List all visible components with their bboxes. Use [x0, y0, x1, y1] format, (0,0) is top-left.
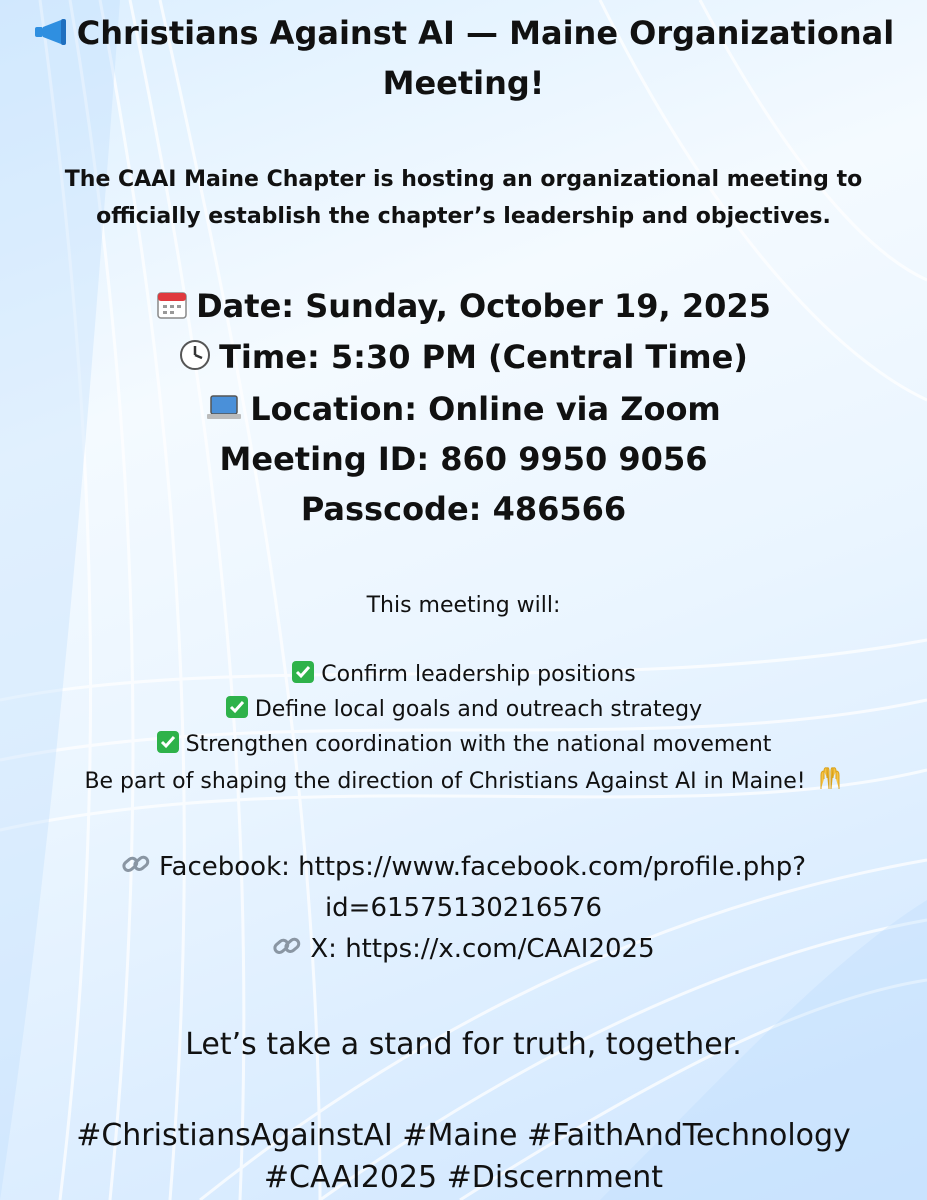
facebook-link-line-1[interactable]: Facebook: https://www.facebook.com/profile.php?	[158, 852, 807, 882]
link-icon	[272, 932, 302, 960]
location-text: Location: Online via Zoom	[250, 390, 721, 428]
agenda-item-text: Strengthen coordination with the national movement	[185, 732, 772, 757]
facebook-line[interactable]	[0, 850, 927, 882]
agenda-item-text: Confirm leadership positions	[321, 662, 636, 687]
page-title-line-1: Christians Against AI — Maine Organizational	[76, 14, 895, 52]
link-icon	[121, 850, 151, 878]
page-title-line-2: Meeting!	[382, 64, 545, 102]
checkmark-icon	[156, 730, 180, 754]
agenda-closing	[0, 765, 927, 794]
checkmark-icon	[291, 660, 315, 684]
checkmark-icon	[225, 695, 249, 719]
x-line[interactable]	[0, 932, 927, 964]
tagline: Let’s take a stand for truth, together.	[185, 1027, 742, 1062]
calendar-icon	[156, 288, 188, 320]
agenda-item	[0, 660, 927, 687]
megaphone-icon	[33, 17, 69, 47]
meeting-id: Meeting ID: 860 9950 9056	[219, 440, 708, 478]
intro-line-2: officially establish the chapter’s leadership and objectives.	[96, 204, 831, 229]
x-link[interactable]: X: https://x.com/CAAI2025	[310, 934, 655, 964]
title-line-1	[0, 14, 927, 52]
facebook-link-line-2[interactable]: id=61575130216576	[324, 893, 603, 923]
hashtags-line-1: #ChristiansAgainstAI #Maine #FaithAndTechnology	[76, 1118, 851, 1153]
agenda-item	[0, 695, 927, 722]
laptop-icon	[206, 393, 242, 423]
agenda-item-text: Define local goals and outreach strategy	[254, 697, 703, 722]
hashtags-line-2: #CAAI2025 #Discernment	[263, 1160, 664, 1195]
date-text: Date: Sunday, October 19, 2025	[196, 287, 771, 325]
clock-icon	[179, 339, 211, 371]
agenda-item	[0, 730, 927, 757]
date-line	[0, 287, 927, 325]
agenda-closing-text: Be part of shaping the direction of Christians Against AI in Maine!	[84, 769, 806, 794]
passcode: Passcode: 486566	[300, 490, 627, 528]
intro-line-1: The CAAI Maine Chapter is hosting an organizational meeting to	[64, 167, 863, 192]
agenda-intro: This meeting will:	[366, 593, 561, 618]
time-text: Time: 5:30 PM (Central Time)	[219, 338, 748, 376]
location-line	[0, 390, 927, 428]
time-line	[0, 338, 927, 376]
raised-hands-icon	[817, 765, 843, 791]
